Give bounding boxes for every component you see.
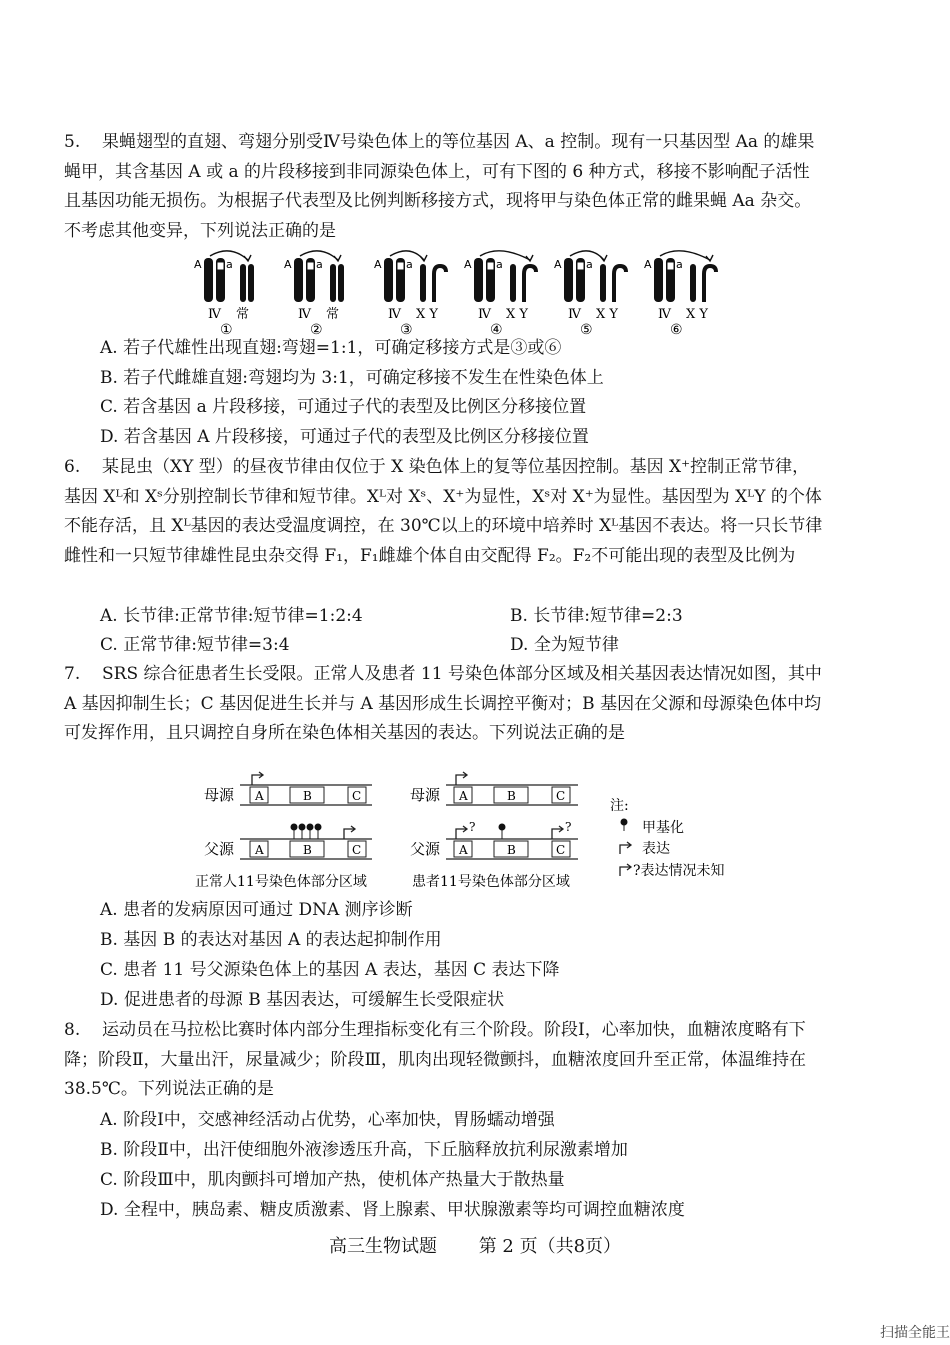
gene-label-a-lower: a bbox=[496, 258, 503, 271]
gene-c: C bbox=[556, 789, 566, 803]
label-maternal: 母源 bbox=[410, 786, 441, 804]
gene-b: B bbox=[507, 843, 516, 857]
gene-segment bbox=[397, 262, 404, 270]
chromosome-iv bbox=[564, 258, 573, 302]
gene-segment bbox=[487, 262, 494, 270]
label-maternal: 母源 bbox=[204, 786, 235, 804]
gene-segment bbox=[577, 262, 584, 270]
chromosome-diagram-1 bbox=[194, 251, 254, 338]
question-stem: SRS 综合征患者生长受限。正常人及患者 11 号染色体部分区域及相关基因表达情况如图，其中 A 基因抑制生长；C 基因促进生长并与 A 基因形成生长调控平衡对；B 基因在父源和母源染色体中均可发挥作用，且只调控自身所在染色体相关基因的表达。下列说法正确的是 bbox=[64, 664, 822, 743]
chromosome-label-other: 常 bbox=[236, 307, 250, 322]
chromosome-iv bbox=[384, 258, 393, 302]
gene-label-a-upper: A bbox=[554, 258, 562, 271]
gene-label-a-upper: A bbox=[284, 258, 292, 271]
y-chromosome bbox=[614, 266, 626, 302]
x-chromosome bbox=[420, 264, 426, 302]
q8-option-b[interactable]: B. 阶段Ⅱ中，出汗使细胞外液渗透压升高，下丘脑释放抗利尿激素增加 bbox=[100, 1140, 628, 1160]
arrowhead-icon bbox=[244, 255, 251, 261]
expression-arrow-icon bbox=[344, 826, 355, 839]
gene-a: A bbox=[255, 843, 264, 857]
autosome bbox=[338, 264, 344, 302]
label-paternal: 父源 bbox=[410, 840, 441, 858]
q7-option-b[interactable]: B. 基因 B 的表达对基因 A 的表达起抑制作用 bbox=[100, 930, 442, 950]
expression-arrow-icon bbox=[552, 826, 563, 839]
chromosome-diagram-4 bbox=[464, 251, 536, 338]
gene-b: B bbox=[303, 789, 312, 803]
q8-option-c[interactable]: C. 阶段Ⅲ中，肌肉颤抖可增加产热，使机体产热量大于散热量 bbox=[100, 1170, 565, 1190]
chromosome-iv bbox=[654, 258, 663, 302]
q7-option-a[interactable]: A. 患者的发病原因可通过 DNA 测序诊断 bbox=[100, 900, 413, 920]
patient-maternal-strand bbox=[446, 772, 578, 805]
legend-item: 甲基化 bbox=[642, 820, 684, 836]
translocation-arrow-icon bbox=[660, 251, 710, 260]
chromosome-iv bbox=[474, 258, 483, 302]
question-stem: 某昆虫（XY 型）的昼夜节律由仅位于 X 染色体上的复等位基因控制。基因 X⁺控制正常节律，基因 Xᴸ和 Xˢ分别控制长节律和短节律。Xᴸ对 Xˢ、X⁺为显性，Xˢ对 X⁺为显性。基因型为 XᴸY 的个体不能存活，且 Xᴸ基因的表达受温度调控，在 30℃以上的环境中培养时 Xᴸ基因不表达。将一只长节律雌性和一只短节律雄性昆虫杂交得 F₁，F₁雌雄个体自由交配得 F₂。F₂不可能出现的表型及比例为 bbox=[64, 457, 823, 566]
diagram-number: ① bbox=[220, 322, 233, 338]
x-chromosome bbox=[690, 264, 696, 302]
page-footer bbox=[0, 1232, 950, 1258]
gene-a: A bbox=[255, 789, 264, 803]
chromosome-label-iv: Ⅳ bbox=[658, 307, 671, 322]
translocation-arrow-icon bbox=[480, 251, 530, 260]
arrowhead-icon bbox=[600, 255, 607, 261]
y-chromosome bbox=[434, 266, 446, 302]
gene-label-a-lower: a bbox=[586, 258, 593, 271]
normal-paternal-strand bbox=[240, 824, 372, 860]
chromosome-label-other: X Y bbox=[686, 307, 708, 322]
legend-title: 注: bbox=[610, 798, 629, 814]
diagram-number: ② bbox=[310, 322, 323, 338]
label-paternal: 父源 bbox=[204, 840, 235, 858]
autosome bbox=[248, 264, 254, 302]
q6-option-a[interactable]: A. 长节律:正常节律:短节律=1:2:4 bbox=[100, 606, 363, 626]
footer-subject: 高三生物试题 bbox=[328, 1236, 437, 1257]
gene-b: B bbox=[303, 843, 312, 857]
gene-a: A bbox=[459, 843, 468, 857]
chromosome-label-other: X Y bbox=[506, 307, 528, 322]
chromosome-label-other: X Y bbox=[596, 307, 618, 322]
x-chromosome bbox=[600, 264, 606, 302]
question-8 bbox=[64, 1016, 824, 1105]
chromosome-label-iv: Ⅳ bbox=[208, 307, 221, 322]
arrowhead-icon bbox=[526, 255, 533, 261]
chromosome-iv bbox=[204, 258, 213, 302]
arrowhead-icon bbox=[334, 255, 341, 261]
legend-item: 表达 bbox=[642, 841, 670, 857]
chromosome-label-other: 常 bbox=[326, 307, 340, 322]
chromosome-translocation-figure bbox=[190, 250, 750, 340]
chromosome-label-iv: Ⅳ bbox=[478, 307, 491, 322]
diagram-number: ③ bbox=[400, 322, 413, 338]
q7-option-d[interactable]: D. 促进患者的母源 B 基因表达，可缓解生长受限症状 bbox=[100, 990, 505, 1010]
x-chromosome bbox=[510, 264, 516, 302]
q5-option-d[interactable]: D. 若含基因 A 片段移接，可通过子代的表型及比例区分移接位置 bbox=[100, 427, 589, 447]
gene-label-a-upper: A bbox=[374, 258, 382, 271]
methylation-icon bbox=[499, 824, 506, 840]
question-6 bbox=[64, 453, 824, 571]
chromosome-label-iv: Ⅳ bbox=[568, 307, 581, 322]
question-number: 5. bbox=[64, 132, 81, 152]
methylation-icon bbox=[621, 819, 628, 826]
unknown-mark: ? bbox=[469, 820, 476, 834]
diagram-number: ④ bbox=[490, 322, 503, 338]
scanner-watermark: 扫描全能王 bbox=[880, 1325, 950, 1341]
arrowhead-icon bbox=[706, 255, 713, 261]
q7-option-c[interactable]: C. 患者 11 号父源染色体上的基因 A 表达，基因 C 表达下降 bbox=[100, 960, 560, 980]
gene-label-a-upper: A bbox=[194, 258, 202, 271]
question-number: 7. bbox=[64, 664, 81, 684]
chromosome-diagram-5 bbox=[554, 251, 626, 338]
chromosome-label-other: X Y bbox=[416, 307, 438, 322]
chromosome-diagram-6 bbox=[644, 251, 716, 338]
patient-paternal-strand bbox=[446, 820, 578, 859]
footer-page: 第 2 页（共8页） bbox=[478, 1236, 622, 1257]
diagram-number: ⑥ bbox=[670, 322, 683, 338]
gene-segment bbox=[217, 262, 224, 270]
chromosome-label-iv: Ⅳ bbox=[298, 307, 311, 322]
gene-expression-figure bbox=[190, 768, 750, 893]
autosome bbox=[240, 264, 246, 302]
q6-option-c[interactable]: C. 正常节律:短节律=3:4 bbox=[100, 635, 290, 655]
expression-arrow-icon bbox=[620, 842, 631, 854]
gene-label-a-lower: a bbox=[676, 258, 683, 271]
q6-option-d[interactable]: D. 全为短节律 bbox=[510, 635, 619, 655]
q6-option-b[interactable]: B. 长节律:短节律=2:3 bbox=[510, 606, 683, 626]
gene-label-a-upper: A bbox=[464, 258, 472, 271]
gene-label-a-lower: a bbox=[226, 258, 233, 271]
gene-a: A bbox=[459, 789, 468, 803]
chromosome-iv bbox=[294, 258, 303, 302]
q5-option-c[interactable]: C. 若含基因 a 片段移接，可通过子代的表型及比例区分移接位置 bbox=[100, 397, 587, 417]
expression-arrow-icon bbox=[620, 864, 631, 876]
question-stem: 果蝇翅型的直翅、弯翅分别受Ⅳ号染色体上的等位基因 A、a 控制。现有一只基因型 Aa 的雄果蝇甲，其含基因 A 或 a 的片段移接到非同源染色体上，可有下图的 6 种方式，移接不影响配子活性且基因功能无损伤。为根据子代表型及比例判断移接方式，现将甲与染色体正常的雌果蝇 Aa 杂交。不考虑其他变异，下列说法正确的是 bbox=[64, 132, 815, 241]
question-number: 6. bbox=[64, 457, 81, 477]
y-chromosome bbox=[524, 266, 536, 302]
expression-arrow-icon bbox=[252, 772, 263, 785]
q5-option-a[interactable]: A. 若子代雄性出现直翅:弯翅=1:1，可确定移接方式是③或⑥ bbox=[100, 338, 562, 358]
question-5 bbox=[64, 128, 824, 246]
question-stem: 运动员在马拉松比赛时体内部分生理指标变化有三个阶段。阶段Ⅰ，心率加快，血糖浓度略有下降；阶段Ⅱ，大量出汗，尿量减少；阶段Ⅲ，肌肉出现轻微颤抖，血糖浓度回升至正常，体温维持在 38.5℃。下列说法正确的是 bbox=[64, 1020, 806, 1099]
q8-option-d[interactable]: D. 全程中，胰岛素、糖皮质激素、肾上腺素、甲状腺激素等均可调控血糖浓度 bbox=[100, 1200, 685, 1220]
question-number: 8. bbox=[64, 1020, 81, 1040]
unknown-mark: ? bbox=[565, 820, 572, 834]
y-chromosome bbox=[704, 266, 716, 302]
chromosome-diagram-3 bbox=[374, 251, 446, 338]
legend bbox=[620, 819, 725, 880]
expression-arrow-icon bbox=[456, 826, 467, 839]
gene-label-a-lower: a bbox=[406, 258, 413, 271]
legend-item: ?表达情况未知 bbox=[633, 863, 725, 879]
gene-c: C bbox=[352, 843, 362, 857]
diagram-number: ⑤ bbox=[580, 322, 593, 338]
normal-maternal-strand bbox=[240, 772, 372, 805]
arrowhead-icon bbox=[420, 255, 427, 261]
q8-option-a[interactable]: A. 阶段Ⅰ中，交感神经活动占优势，心率加快，胃肠蠕动增强 bbox=[100, 1110, 555, 1130]
expression-arrow-icon bbox=[456, 772, 467, 785]
question-7 bbox=[64, 660, 824, 749]
gene-label-a-lower: a bbox=[316, 258, 323, 271]
gene-b: B bbox=[507, 789, 516, 803]
gene-segment bbox=[667, 262, 674, 270]
gene-c: C bbox=[352, 789, 362, 803]
caption-normal: 正常人11号染色体部分区域 bbox=[195, 874, 367, 890]
autosome bbox=[330, 264, 336, 302]
gene-label-a-upper: A bbox=[644, 258, 652, 271]
q5-option-b[interactable]: B. 若子代雌雄直翅:弯翅均为 3:1，可确定移接不发生在性染色体上 bbox=[100, 368, 604, 388]
gene-segment bbox=[307, 262, 314, 270]
caption-patient: 患者11号染色体部分区域 bbox=[412, 874, 570, 890]
gene-c: C bbox=[556, 843, 566, 857]
chromosome-diagram-2 bbox=[284, 251, 344, 338]
chromosome-label-iv: Ⅳ bbox=[388, 307, 401, 322]
methylation-icon bbox=[291, 824, 322, 840]
